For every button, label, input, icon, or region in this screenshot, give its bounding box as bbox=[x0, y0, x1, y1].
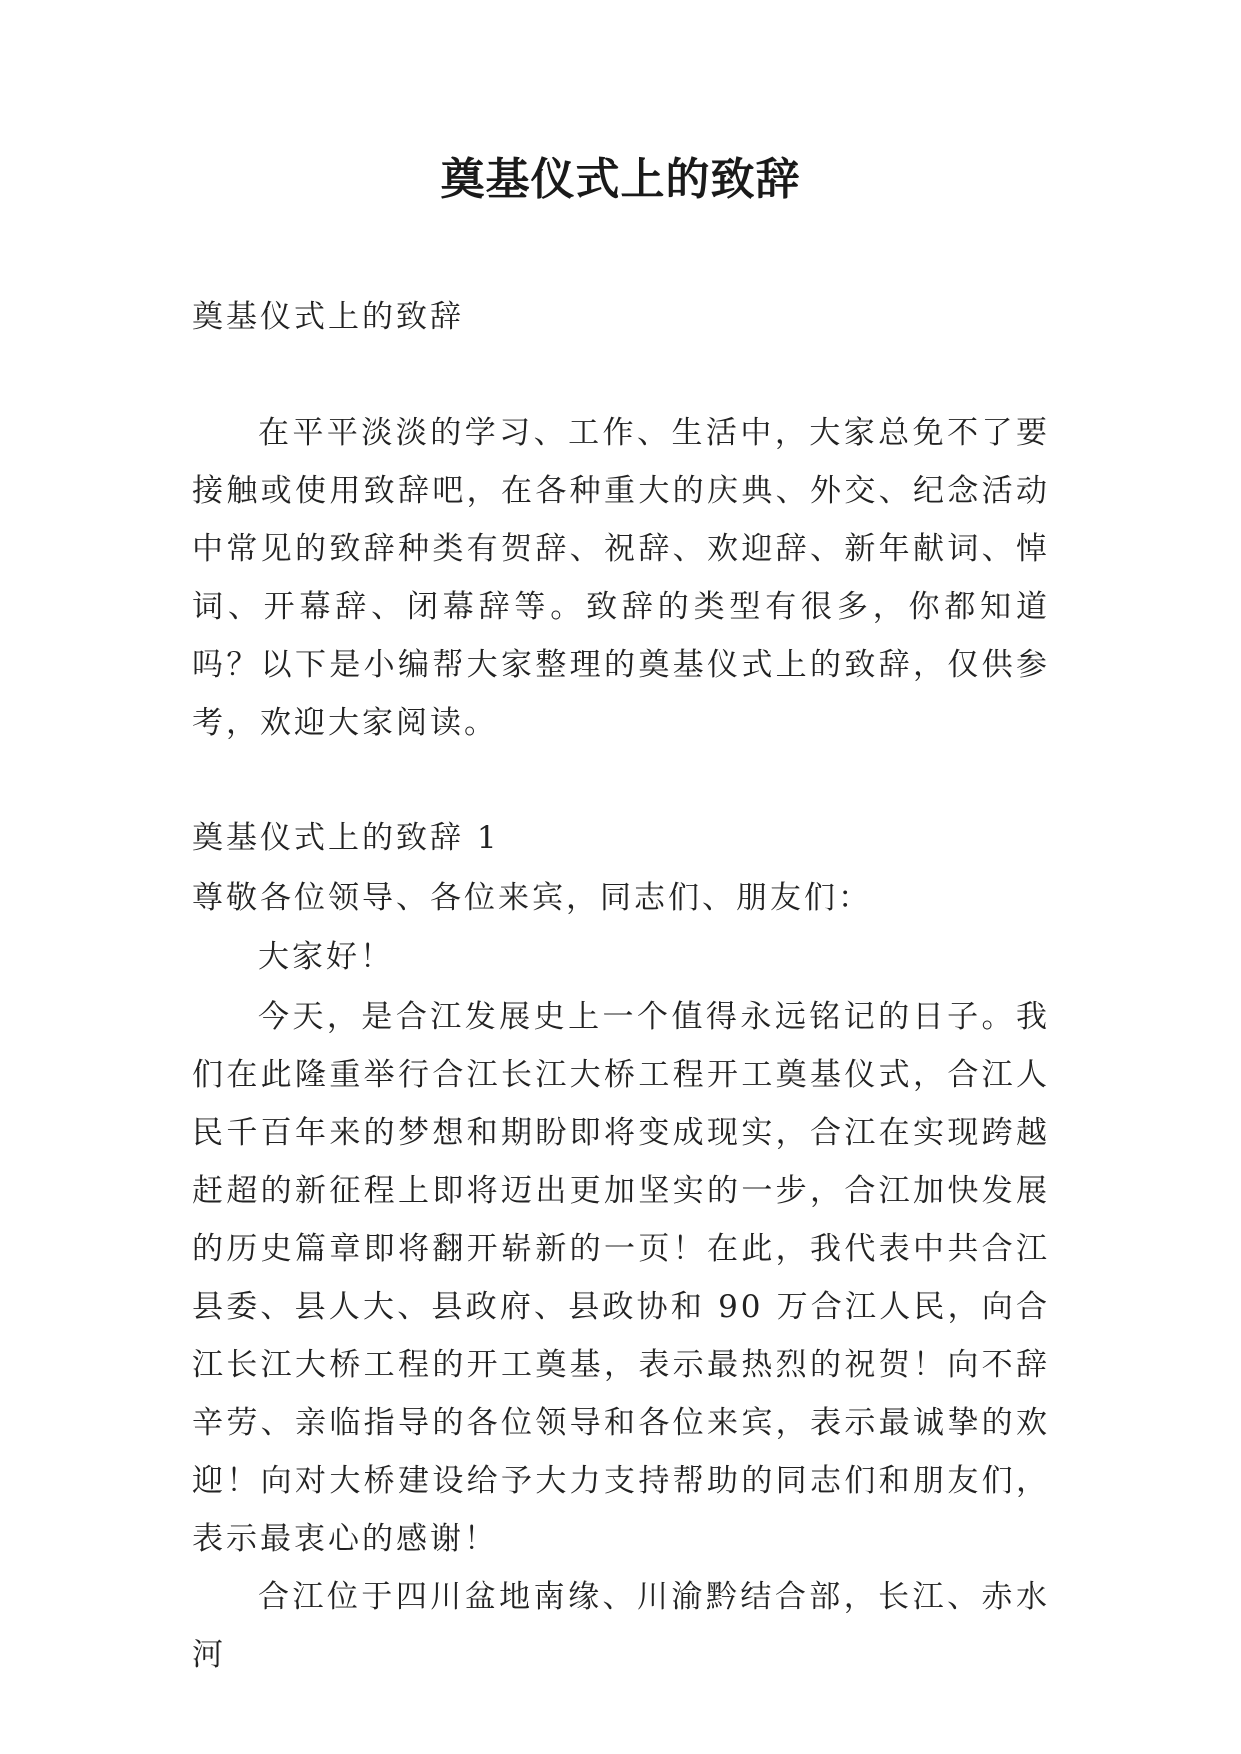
section-heading: 奠基仪式上的致辞 1 bbox=[192, 820, 500, 856]
document-title: 奠基仪式上的致辞 bbox=[440, 154, 801, 205]
speech-paragraph: 合江位于四川盆地南缘、川渝黔结合部，长江、赤水河 bbox=[192, 1579, 1050, 1673]
intro-paragraph: 在平平淡淡的学习、工作、生活中，大家总免不了要接触或使用致辞吧，在各种重大的庆典、外交、纪念活动中常见的致辞种类有贺辞、祝辞、欢迎辞、新年献词、悼词、开幕辞、闭幕辞等。致辞的类型有很多，你都知道吗？以下是小编帮大家整理的奠基仪式上的致辞，仅供参考，欢迎大家阅读。 bbox=[192, 415, 1050, 741]
speech-body bbox=[192, 988, 1050, 1684]
salutation: 尊敬各位领导、各位来宾，同志们、朋友们： bbox=[192, 880, 872, 916]
greeting: 大家好！ bbox=[258, 939, 394, 975]
document-subtitle: 奠基仪式上的致辞 bbox=[192, 299, 464, 335]
speech-paragraph: 今天，是合江发展史上一个值得永远铭记的日子。我们在此隆重举行合江长江大桥工程开工奠基仪式，合江人民千百年来的梦想和期盼即将变成现实，合江在实现跨越赶超的新征程上即将迈出更加坚实的一步，合江加快发展的历史篇章即将翻开崭新的一页！在此，我代表中共合江县委、县人大、县政府、县政协和 90 万合江人民，向合江长江大桥工程的开工奠基，表示最热烈的祝贺！向不辞辛劳、亲临指导的各位领导和各位来宾，表示最诚挚的欢迎！向对大桥建设给予大力支持帮助的同志们和朋友们，表示最衷心的感谢！ bbox=[192, 999, 1050, 1557]
